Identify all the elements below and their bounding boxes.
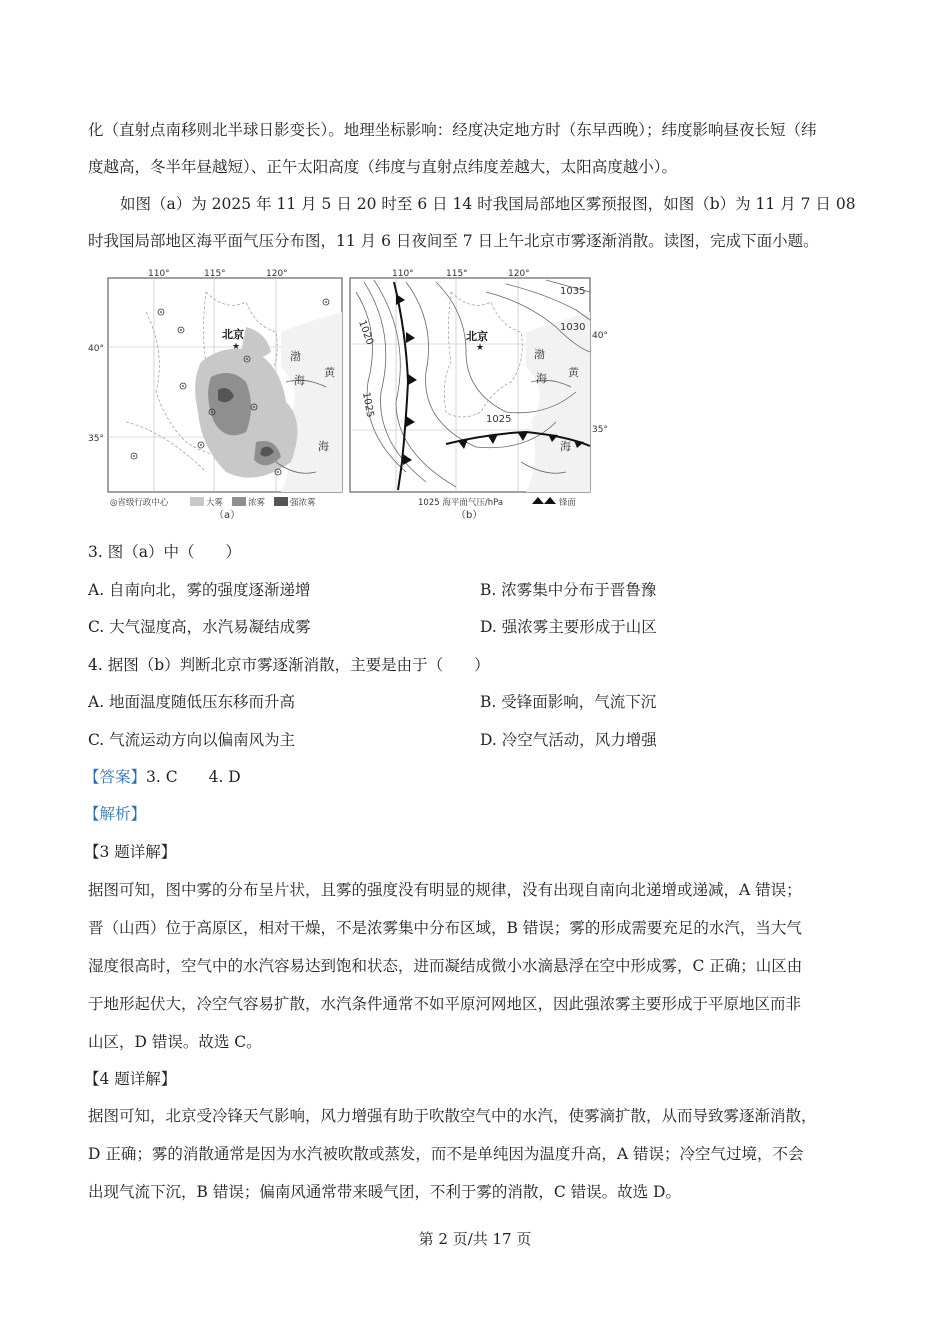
map-b-lat-40: 40°	[592, 331, 608, 341]
legend-isobar: 1025 海平面气压/hPa	[418, 498, 504, 508]
legend-dense-fog-swatch	[232, 497, 246, 506]
map-b	[350, 269, 608, 521]
intro-line-4: 时我国局部地区海平面气压分布图，11 月 6 日夜间至 7 日上午北京市雾逐渐消散。读图，完成下面小题。	[88, 232, 819, 250]
q3-option-a: A. 自南向北，雾的强度逐渐递增	[88, 581, 311, 599]
map-a-beijing-label: 北京	[222, 328, 244, 341]
map-a-huang-label: 黄	[324, 366, 335, 379]
q4-option-a: A. 地面温度随低压东移而升高	[88, 693, 296, 711]
legend-front-icon	[532, 497, 556, 504]
map-a-lon-120: 120°	[266, 269, 288, 279]
detail3-line-4: 于地形起伏大，冷空气容易扩散，水汽条件通常不如平原河网地区，因此强浓雾主要形成于平原地区而非	[88, 995, 802, 1013]
map-a-bo-label: 渤	[290, 350, 301, 363]
analysis-label: 【解析】	[84, 805, 147, 823]
map-b-huang-label: 黄	[568, 366, 579, 379]
legend-big-fog-swatch	[190, 497, 204, 506]
legend-big-fog: 大雾	[206, 498, 224, 508]
answer-line	[84, 765, 241, 787]
isobar-label-1025-east: 1025	[486, 414, 512, 425]
map-b-caption: （b）	[456, 510, 483, 521]
isobar-label-1030: 1030	[560, 322, 586, 333]
map-b-beijing-label: 北京	[466, 330, 488, 343]
map-a-lat-35: 35°	[88, 434, 104, 444]
legend-front: 锋面	[559, 498, 577, 508]
map-b-bo-label: 渤	[534, 348, 545, 361]
legend-strong-dense-fog-swatch	[274, 497, 288, 506]
q4-option-c: C. 气流运动方向以偏南风为主	[88, 731, 296, 749]
map-a-lon-115: 115°	[204, 269, 226, 279]
detail3-line-2: 晋（山西）位于高原区，相对干燥，不是浓雾集中分布区域，B 错误；雾的形成需要充足的水汽，当大气	[88, 919, 802, 937]
q4-option-b: B. 受锋面影响，气流下沉	[480, 693, 657, 711]
map-b-beijing-star-icon: ★	[476, 343, 485, 353]
answer-text: 3. C 4. D	[146, 768, 241, 786]
intro-line-2: 度越高，冬半年昼越短）、正午太阳高度（纬度与直射点纬度差越大，太阳高度越小）。	[88, 158, 678, 176]
figure-svg	[88, 269, 611, 522]
map-a-hai-label: 海	[294, 374, 305, 387]
detail3-line-3: 湿度很高时，空气中的水汽容易达到饱和状态，进而凝结成微小水滴悬浮在空中形成雾，C 正确；山区由	[88, 957, 803, 975]
map-b-lon-120: 120°	[508, 269, 530, 279]
isobar-label-1025-west: 1025	[360, 391, 376, 419]
beijing-star-icon: ★	[232, 342, 241, 352]
answer-label: 【答案】	[84, 768, 147, 786]
map-a-caption: （a）	[214, 510, 241, 521]
map-a-lon-110: 110°	[148, 269, 170, 279]
q4-option-d: D. 冷空气活动，风力增强	[480, 731, 657, 749]
detail4-line-2: D 正确；雾的消散通常是因为水汽被吹散或蒸发，而不是单纯因为温度升高，A 错误；冷空气过境，不会	[88, 1145, 804, 1163]
q3-option-c: C. 大气湿度高，水汽易凝结成雾	[88, 618, 311, 636]
detail3-line-1: 据图可知，图中雾的分布呈片状，且雾的强度没有明显的规律，没有出现自南向北递增或递减，A 错误；	[88, 881, 802, 899]
legend-strong-dense-fog: 强浓雾	[290, 498, 316, 508]
map-a	[88, 269, 342, 521]
map-a-lat-40: 40°	[88, 344, 104, 354]
q4-stem: 4. 据图（b）判断北京市雾逐渐消散，主要是由于（ ）	[88, 656, 490, 674]
q3-option-d: D. 强浓雾主要形成于山区	[480, 618, 657, 636]
fog-pressure-figure	[88, 269, 611, 522]
detail4-line-1: 据图可知，北京受冷锋天气影响，风力增强有助于吹散空气中的水汽，使雾滴扩散，从而导致雾逐渐消散，	[88, 1107, 817, 1125]
legend-provincial-centre: ◎省级行政中心	[110, 498, 169, 508]
map-b-hai2-label: 海	[560, 440, 571, 453]
intro-line-1: 化（直射点南移则北半球日影变长）。地理坐标影响：经度决定地方时（东早西晚）；纬度影响昼夜长短（纬	[88, 121, 817, 139]
isobar-label-1035: 1035	[560, 286, 586, 297]
detail3-heading: 【3 题详解】	[84, 843, 177, 861]
isobar-label-1020: 1020	[356, 318, 376, 347]
legend-dense-fog: 浓雾	[248, 498, 266, 508]
detail4-line-3: 出现气流下沉，B 错误；偏南风通常带来暖气团，不利于雾的消散，C 错误。故选 D。	[88, 1183, 681, 1201]
q3-option-b: B. 浓雾集中分布于晋鲁豫	[480, 581, 657, 599]
intro-line-3: 如图（a）为 2025 年 11 月 5 日 20 时至 6 日 14 时我国局部地区雾预报图，如图（b）为 11 月 7 日 08	[120, 195, 856, 213]
page-footer: 第 2 页/共 17 页	[418, 1230, 532, 1248]
detail3-line-5: 山区，D 错误。故选 C。	[88, 1033, 262, 1051]
map-b-lon-115: 115°	[446, 269, 468, 279]
detail4-heading: 【4 题详解】	[84, 1070, 177, 1088]
map-b-hai-label: 海	[536, 372, 547, 385]
map-b-lat-35: 35°	[592, 425, 608, 435]
map-b-lon-110: 110°	[392, 269, 414, 279]
map-a-hai2-label: 海	[318, 440, 329, 453]
q3-stem: 3. 图（a）中（ ）	[88, 543, 241, 561]
